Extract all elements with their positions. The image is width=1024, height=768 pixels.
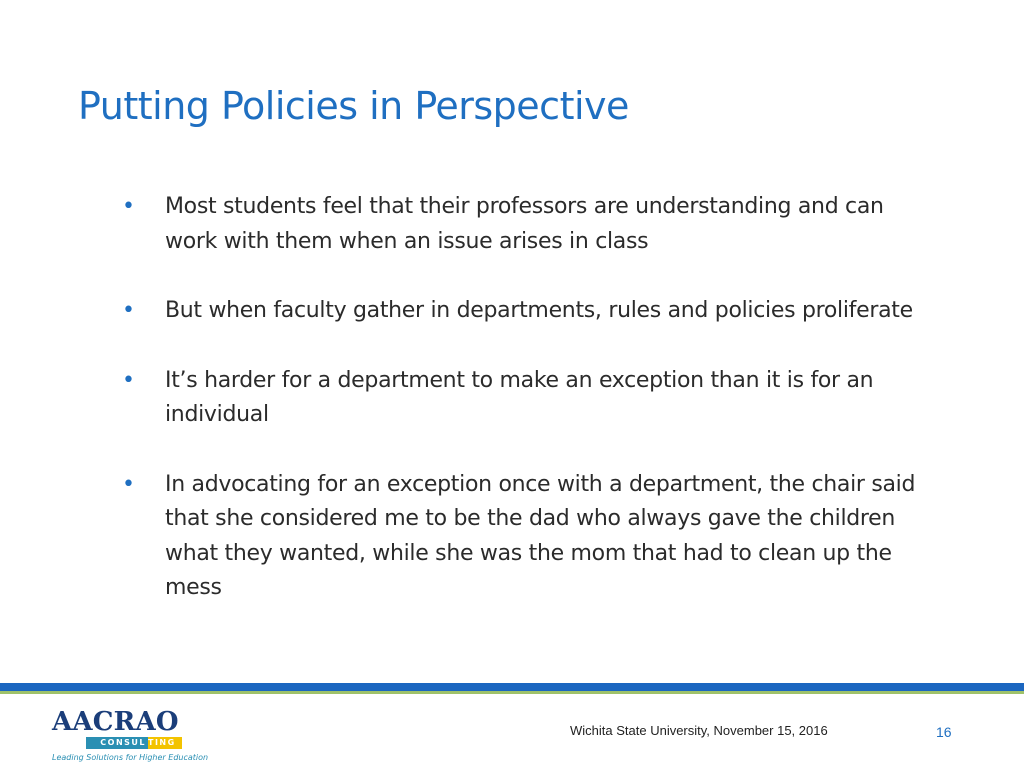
bullet-item (122, 364, 922, 433)
bullet-text: Most students feel that their professors are understanding and can work with them when an issue arises in class (165, 194, 884, 254)
logo-wordmark: AACRAO (52, 707, 179, 737)
bullet-list (122, 190, 922, 641)
bullet-text: In advocating for an exception once with a department, the chair said that she considered me to be the dad who always gave the children what they wanted, while she was the mom that had to clean up the mess (165, 471, 916, 600)
footer-divider-blue (0, 683, 1024, 691)
bullet-item (122, 190, 922, 259)
bullet-marker: • (122, 367, 135, 393)
bullet-item (122, 294, 922, 329)
logo-strip-yellow: TING (148, 737, 182, 749)
bullet-marker: • (122, 194, 135, 219)
slide-title: Putting Policies in Perspective (78, 84, 629, 128)
bullet-marker: • (122, 471, 135, 497)
footer-event-text: Wichita State University, November 15, 2016 (570, 723, 828, 738)
logo-strip-teal: CONSUL (86, 737, 148, 749)
footer-divider-green (0, 691, 1024, 694)
aacrao-consulting-logo (52, 707, 209, 764)
bullet-text: It’s harder for a department to make an exception than it is for an individual (165, 367, 874, 427)
logo-tagline: Leading Solutions for Higher Education (52, 753, 209, 762)
bullet-text: But when faculty gather in departments, rules and policies proliferate (165, 298, 913, 323)
bullet-item (122, 468, 922, 606)
page-number: 16 (936, 724, 952, 740)
logo-consulting-strip (86, 737, 182, 749)
bullet-marker: • (122, 298, 135, 323)
